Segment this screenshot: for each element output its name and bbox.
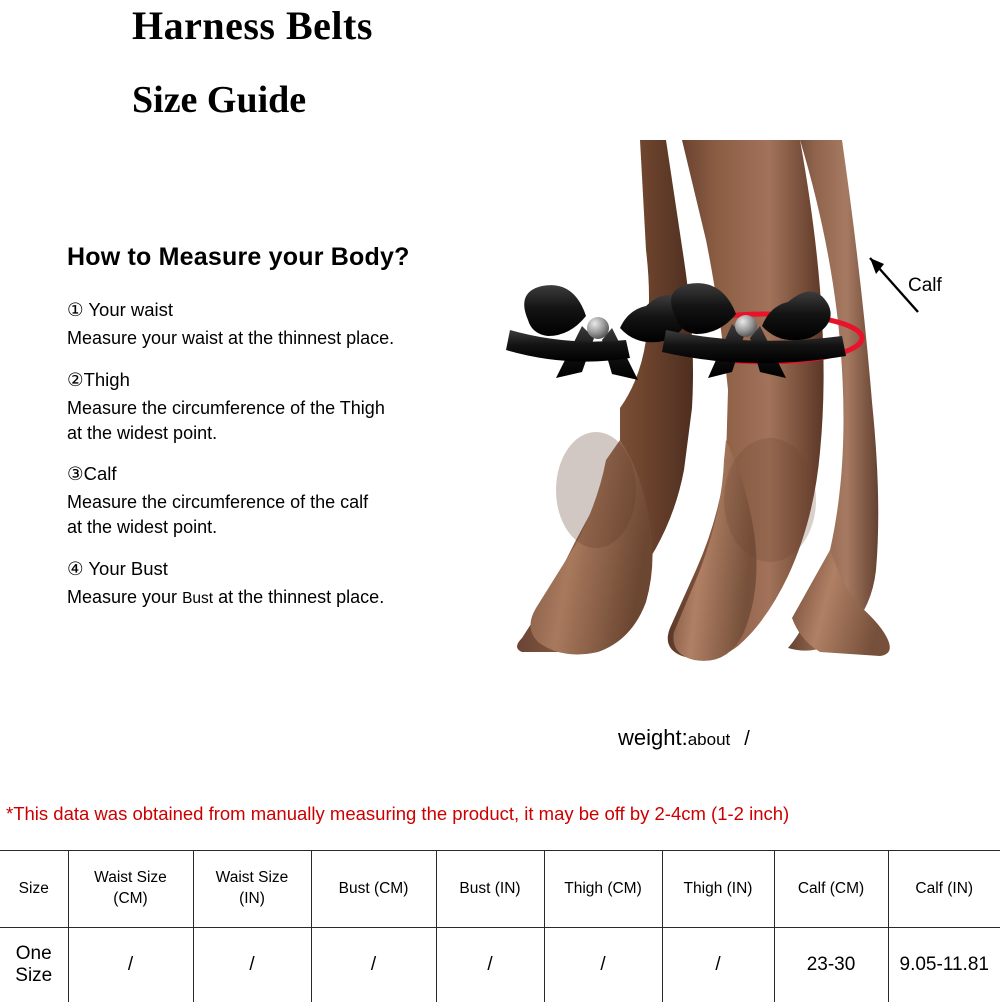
- measure-step-bust-title: ④ Your Bust: [67, 557, 487, 582]
- measure-step-thigh-title: ②Thigh: [67, 368, 487, 393]
- measure-step-bust-body-pre: Measure your: [67, 587, 182, 607]
- measure-step-waist-body: Measure your waist at the thinnest place.: [67, 326, 487, 351]
- measure-step-bust-body-word: Bust: [182, 590, 213, 607]
- measure-step-calf-body-line2: at the widest point.: [67, 515, 487, 540]
- weight-value: /: [744, 728, 750, 750]
- measure-step-waist: [67, 298, 487, 351]
- product-photo: [470, 140, 940, 700]
- calf-annotation-label: Calf: [908, 275, 942, 297]
- weight-label: weight:: [618, 725, 688, 750]
- column-header-waist-in-l2: (IN): [195, 889, 310, 910]
- measure-step-thigh-body-line1: Measure the circumference of the Thigh: [67, 396, 487, 421]
- cell-calf-cm: 23-30: [774, 928, 888, 1002]
- column-header-calf-cm-l1: Calf (CM): [776, 879, 887, 900]
- cell-thigh-in: /: [662, 928, 774, 1002]
- how-to-measure-heading: How to Measure your Body?: [67, 243, 487, 272]
- column-header-bust-cm: [311, 851, 436, 928]
- measure-step-calf-body-line1: Measure the circumference of the calf: [67, 490, 487, 515]
- table-header-row: [0, 851, 1000, 928]
- column-header-size: [0, 851, 68, 928]
- measure-step-waist-title: ① Your waist: [67, 298, 487, 323]
- cell-thigh-cm: /: [544, 928, 662, 1002]
- measure-step-calf: [67, 462, 487, 540]
- column-header-thigh-in: [662, 851, 774, 928]
- column-header-thigh-in-l1: Thigh (IN): [664, 879, 773, 900]
- how-to-measure-section: [67, 243, 487, 627]
- measurement-disclaimer: *This data was obtained from manually measuring the product, it may be off by 2-4cm (1-2 inch): [6, 803, 789, 825]
- right-heel-shading: [724, 438, 816, 562]
- cell-bust-in: /: [436, 928, 544, 1002]
- column-header-waist-cm-l2: (CM): [70, 889, 192, 910]
- column-header-waist-in: [193, 851, 311, 928]
- column-header-waist-in-l1: Waist Size: [195, 868, 310, 889]
- column-header-calf-in-l1: Calf (IN): [890, 879, 1000, 900]
- measure-step-thigh-body-line2: at the widest point.: [67, 421, 487, 446]
- measure-step-calf-title: ③Calf: [67, 462, 487, 487]
- column-header-calf-cm: [774, 851, 888, 928]
- page-subtitle: Size Guide: [132, 78, 306, 122]
- cell-bust-cm: /: [311, 928, 436, 1002]
- measure-step-bust-body-post: at the thinnest place.: [213, 587, 384, 607]
- weight-about: about: [688, 730, 731, 749]
- column-header-thigh-cm: [544, 851, 662, 928]
- cell-waist-in: /: [193, 928, 311, 1002]
- measure-step-bust-body: [67, 585, 487, 610]
- measure-step-thigh: [67, 368, 487, 446]
- measure-step-bust: [67, 557, 487, 610]
- cell-waist-cm: /: [68, 928, 193, 1002]
- column-header-thigh-cm-l1: Thigh (CM): [546, 879, 661, 900]
- left-heel-shading: [556, 432, 636, 548]
- table-row: [0, 928, 1000, 1002]
- column-header-calf-in: [888, 851, 1000, 928]
- size-chart-table: [0, 850, 1000, 1002]
- column-header-bust-cm-l1: Bust (CM): [313, 879, 435, 900]
- column-header-waist-cm-l1: Waist Size: [70, 868, 192, 889]
- legs-illustration: [470, 140, 940, 700]
- column-header-size-l1: Size: [1, 879, 67, 900]
- column-header-bust-in-l1: Bust (IN): [438, 879, 543, 900]
- weight-line: [618, 725, 750, 751]
- cell-size: One Size: [0, 928, 68, 1002]
- column-header-bust-in: [436, 851, 544, 928]
- cell-calf-in: 9.05-11.81: [888, 928, 1000, 1002]
- column-header-waist-cm: [68, 851, 193, 928]
- page-title: Harness Belts: [132, 2, 373, 49]
